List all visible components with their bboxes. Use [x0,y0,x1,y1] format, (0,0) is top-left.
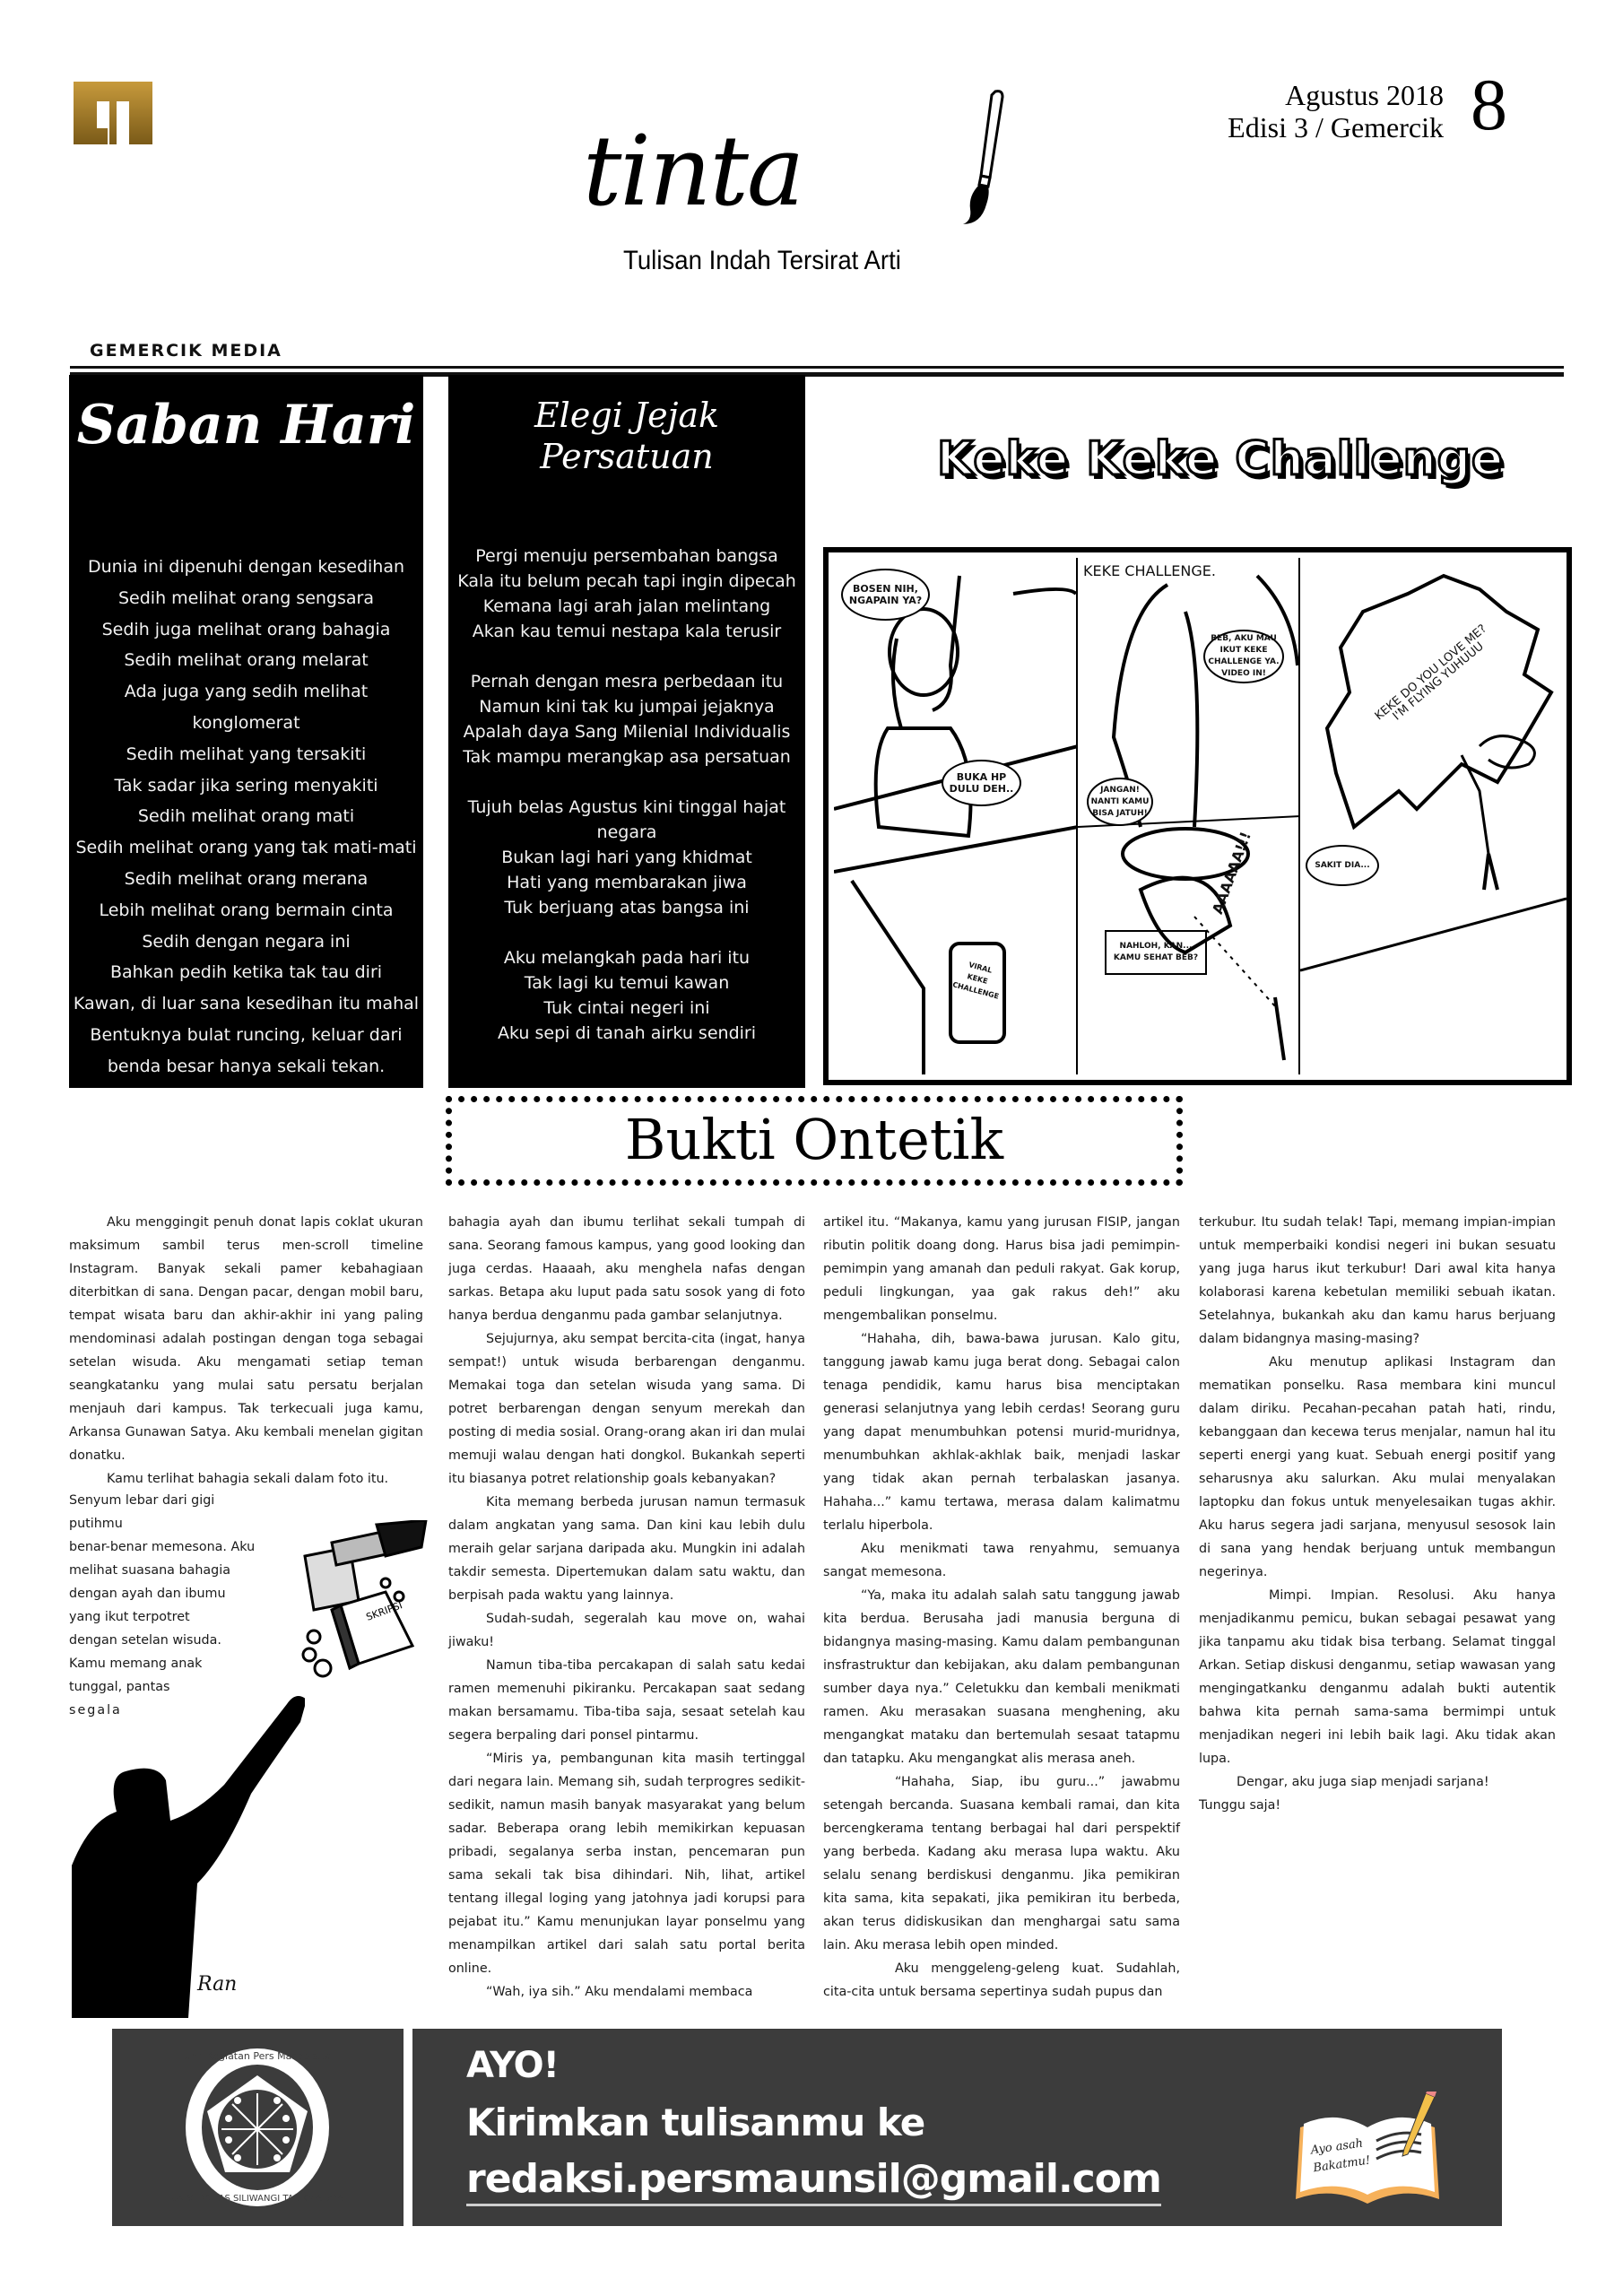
poem-body [448,544,805,1046]
article-title-frame [446,1096,1183,1186]
paragraph: Aku menggeleng-geleng kuat. Sudahlah, cita-cita untuk bersama sepertinya sudah pupus dan [823,1961,1180,1999]
speech-bubble: BEB, AKU MAU IKUT KEKE CHALLENGE YA. VIDEO IN! [1203,630,1284,683]
illustrator-signature: Ran [197,1973,238,1996]
comic-panel-2 [1078,558,1300,1074]
poem-line: Dunia ini dipenuhi dengan kesedihan [87,557,405,577]
ukpm-logo-panel [112,2029,404,2226]
poem-stanza [448,544,805,644]
comic-title: Keke Keke Challenge [937,432,1505,486]
comic-drawing-flying [1300,558,1567,1074]
poem-line: Pergi menuju persembahan bangsa [475,546,778,566]
poem-line: Bentuknya bulat runcing, keluar dari [90,1024,403,1045]
poem-line: Sedih melihat orang mati [137,806,355,827]
poem-line: Tuk berjuang atas bangsa ini [504,898,750,918]
poem-stanza [448,669,805,770]
section-label: GEMERCIK MEDIA [90,341,282,361]
paragraph: “Miris ya, pembangunan kita masih tertinggal dari negara lain. Memang sih, sudah terprogres sedikit-sedikit, namun masih banyak masyarakat yang belum sadar. Beberapa orang lebih memikirkan kepuasan pribadi, segalanya serba instan, pencemaran pun sama sekali tak bisa dihindari. Nih, lihat, artikel tentang illegal loging yang jatohnya jadi korupsi para pejabat itu.” Kamu menunjukan layar ponselmu yang menampilkan artikel dari salah satu portal berita online. [448,1752,805,1976]
poem-line: Bahkan pedih ketika tak tau diri [109,962,383,983]
comic-panel-1 [834,558,1078,1074]
ukpm-emblem-icon [112,2029,404,2226]
poem-line: Sedih melihat orang yang tak mati-mati [75,838,417,858]
svg-text:Unit Kegiatan Pers Mahasiswa: Unit Kegiatan Pers Mahasiswa [183,2050,332,2062]
article-column-4 [1199,1211,1556,1817]
poem-line: Tuk cintai negeri ini [543,998,710,1018]
poem-elegi-jejak-persatuan [448,375,805,1088]
comic-strip [823,547,1572,1085]
poem-line: Kawan, di luar sana kesedihan itu mahal [73,994,420,1014]
paragraph: “Hahaha, dih, bawa-bawa jurusan. Kalo gitu, tanggung jawab kamu juga berat dong. Sebagai calon tenaga pendidik, kamu harus bisa menciptakan generasi selanjutnya yang lebih cerdas! Seorang guru yang dapat menumbuhkan potensi murid-muridnya, menumbuhkan akhlak-akhlak baik, menjadi laskar yang tidak akan pernah terbalaskan jasanya. Hahaha...” kamu tertawa, merasa dalam kalimatmu terlalu hiperbola. [823,1332,1180,1533]
poem-line: Kala itu belum pecah tapi ingin dipecah [457,571,796,591]
comic-drawing-girl-bored [834,558,1078,1074]
paragraph: Aku menikmati tawa renyahmu, semuanya sangat memesona. [823,1542,1180,1579]
paragraph: Kita memang berbeda jurusan namun termasuk dalam angkatan yang sama. Dan kini kau lebih dulu meraih gelar sarjana daripada aku. Mungkin ini adalah takdir semesta. Dipertemukan dalam satu waktu, dan berpisah pada waktu yang lainnya. [448,1495,805,1603]
paragraph: Namun tiba-tiba percakapan di salah satu kedai ramen memenuhi pikiranku. Percakapan saat sedang makan bersamamu. Tiba-tiba saja, sesaat setelah kau segera berpaling dari ponsel pintarmu. [448,1658,805,1743]
text-line: melihat suasana bahagia [69,1563,230,1578]
paragraph: terkubur. Itu sudah telak! Tapi, memang impian-impian untuk memperbaiki kondisi negeri ini bukan sesuatu yang juga harus ikut terkubur! Dari awal kita hanya kolaborasi karena kebetulan memiliki sebuah ikatan. Setelahnya, bukankah aku dan kamu harus berjuang dalam bidangnya masing-masing? [1199,1215,1556,1346]
text-line: segala [69,1703,122,1718]
graduation-illustration [296,1520,430,1682]
paragraph: “Ya, maka itu adalah salah satu tanggung jawab kita berdua. Berusaha jadi manusia berguna di bidangnya masing-masing. Kamu dalam pembangunan insfrastruktur dan kebijakan, aku dalam pembangunan sumber daya nya.” Celetukku dan kembali menikmati ramen. Aku merasakan suasana menghening, aku mengangkat mataku dan bertemulah sesaat tatapmu dan tatapku. Aku mengangkat alis merasa aneh. [823,1588,1180,1766]
poem-line: Pernah dengan mesra perbedaan itu [470,672,784,691]
poem-line: Sedih juga melihat orang bahagia [101,619,391,639]
text-line: benar-benar memesona. Aku [69,1540,256,1554]
paragraph: “Wah, iya sih.” Aku mendalami membaca [486,1985,753,1999]
poem-line: Tak sadar jika sering menyakiti [114,775,378,796]
book-caption-line1: Ayo asah [1309,2136,1365,2158]
article-column-1 [69,1211,423,1491]
issue-date: Agustus 2018 [1285,79,1444,111]
poem-saban-hari [69,375,423,1088]
poem-line: benda besar hanya sekali tekan. [107,1056,386,1076]
publication-title: tinta [583,116,803,228]
speech-bubble: JANGAN! NANTI KAMU BISA JATUH! [1087,778,1153,826]
song-text: KEKE DO YOU LOVE ME? I'M FLYING YUHUUU [1372,622,1489,724]
poem-stanza [448,945,805,1046]
svg-text:UNIVERSITAS SILIWANGI TASIKMAL: UNIVERSITAS SILIWANGI TASIKMALAYA [171,2194,343,2204]
poem-title-line1: Elegi Jejak [534,396,720,435]
paragraph: Dengar, aku juga siap menjadi sarjana! [1237,1775,1489,1789]
poem-line: Sedih melihat orang merana [124,868,369,889]
svg-text:SKRIPSI: SKRIPSI [364,1599,404,1623]
poem-line: Tak lagi ku temui kawan [524,973,730,993]
sign-bubble: NAHLOH, KAN... KAMU SEHAT BEB? [1105,930,1207,975]
poem-title-line2: Persatuan [540,437,714,476]
text-line: Kamu memang anak [69,1657,203,1671]
paragraph: Sudah-sudah, segeralah kau move on, wahai jiwaku! [448,1612,805,1649]
paragraph: “Hahaha, Siap, ibu guru...” jawabmu setengah bercanda. Suasana kembali ramai, dan kita bercengkerama tentang berbagai hal dari perspektif yang berbeda. Kadang aku merasa lupa waktu. Aku selalu senang berdiskusi denganmu. Jika pemikiran kita sama, kita sepakati, jika pemikiran itu berbeda, akan terus didiskusikan dan menghargai satu sama lain. Aku merasa lebih open minded. [823,1775,1180,1952]
paragraph: bahagia ayah dan ibumu terlihat sekali tumpah di sana. Seorang famous kampus, yang good looking dan juga cerdas. Haaaah, aku menghela nafas dengan sarkas. Betapa aku luput pada satu sosok yang di foto hanya berdua denganmu pada gambar selanjutnya. [448,1215,805,1323]
paragraph: Aku menutup aplikasi Instagram dan mematikan ponselku. Rasa membara kini muncul dalam diriku. Pecahan-pecahan patah hati, rindu, kebanggaan dan kecewa terus menjalar, namun hal itu seperti energi yang kuat. Sebuah energi positif yang seharusnya aku salurkan. Aku mulai menyalakan laptopku dan fokus untuk menyelesaikan tugas akhir. Aku harus segera jadi sarjana, menyusul sesosok lain di sana yang hendak berjuang untuk membangun negerinya. [1199,1355,1556,1579]
poem-line: Ada juga yang sedih melihat konglomerat [124,682,369,733]
text-line: Senyum lebar dari gigi putihmu [69,1493,215,1531]
poem-line: Sedih melihat yang tersakiti [126,744,367,764]
article-column-2 [448,1211,805,2004]
poem-line: Akan kau temui nestapa kala terusir [472,622,782,641]
paintbrush-icon [950,88,1013,231]
thought-bubble: BUKA HP DULU DEH.. [942,760,1021,806]
poem-line: Sedih melihat orang melarat [124,650,369,671]
panel-caption: KEKE CHALLENGE. [1083,562,1216,579]
phone-screen-text: VIRAL KEKE CHALLENGE [951,961,1000,1001]
poem-line: Tak mampu merangkap asa persatuan [463,747,791,767]
paragraph: artikel itu. “Makanya, kamu yang jurusan FISIP, jangan ributin politik doang dong. Harus bisa jadi pemimpin-pemimpin yang amanah dan peduli rakyat. Gak korup, peduli lingkungan, yaa gak rakus deh!” aku mengembalikan ponselmu. [823,1215,1180,1323]
text-line: dengan setelan wisuda. [69,1633,221,1648]
issue-info [1228,79,1444,144]
poem-line: Sedih dengan negara ini [142,931,351,952]
paragraph: Aku menggingit penuh donat lapis coklat ukuran maksimum sambil terus men-scroll timeline Instagram. Banyak sekali pamer kebahagiaan diterbitkan di sana. Dengan pacar, dengan mobil baru, tempat wisata baru dan akhir-akhir ini yang paling mendominasi adalah postingan dengan toga sebagai setelan wisuda. Aku mengamati setiap teman seangkatanku yang mulai satu persatu berjalan menjauh dari kampus. Tak terkecuali juga kamu, Arkansa Gunawan Satya. Aku kembali menelan gigitan donatku. [69,1215,423,1463]
submission-email-link[interactable]: redaksi.persmaunsil@gmail.com [466,2156,1161,2206]
poem-title [448,395,805,477]
article-title: Bukti Ontetik [624,1107,1004,1172]
paragraph: Tunggu saja! [1199,1798,1281,1813]
comic-panel-3 [1300,558,1567,1074]
text-line: yang ikut terpotret [69,1610,190,1624]
poem-body [69,552,423,1083]
poem-stanza [448,795,805,920]
poem-line: Namun kini tak ku jumpai jejaknya [479,697,775,717]
banner-subheadline: Kirimkan tulisanmu ke [466,2100,925,2144]
poem-line: Apalah daya Sang Milenial Individualis [463,722,791,742]
thought-bubble: SAKIT DIA... [1306,845,1379,886]
book-caption-line2: Bakatmu! [1312,2153,1372,2176]
paragraph: Mimpi. Impian. Resolusi. Aku hanya menjadikanmu pemicu, bukan sebagai pesawat yang jika tanpamu aku tidak bisa terbang. Selamat tinggal Arkan. Setiap diskusi denganmu, setiap wawasan yang mengingatkanku denganmu adalah bukti autentik bahwa kita pernah sama-sama bermimpi untuk menjadikan negeri ini lebih baik lagi. Aku tidak akan lupa. [1199,1588,1556,1766]
tagline: Tulisan Indah Tersirat Arti [623,246,901,275]
page-number: 8 [1471,64,1507,145]
poem-line: Sedih melihat orang sengsara [117,587,374,608]
poem-line: Bukan lagi hari yang khidmat [501,848,752,867]
issue-edition: Edisi 3 / Gemercik [1228,111,1444,144]
gemercik-logo-icon [74,82,152,144]
banner-headline: AYO! [466,2045,559,2086]
text-line: tunggal, pantas [69,1680,170,1694]
paragraph: Kamu terlihat bahagia sekali dalam foto itu. [107,1472,389,1486]
article-column-3 [823,1211,1180,2004]
poem-line: Hati yang membarakan jiwa [507,873,747,892]
submission-banner [412,2029,1502,2226]
silhouette-reaching-illustration [72,1686,305,2018]
poem-line: Tujuh belas Agustus kini tinggal hajat negara [467,797,786,842]
poem-line: Kemana lagi arah jalan melintang [482,596,771,616]
scream-text: AAAAAA!!! [1209,829,1254,917]
poem-title: Saban Hari [76,394,416,457]
paragraph: Sejujurnya, aku sempat bercita-cita (ingat, hanya sempat!) untuk wisuda berbarengan denganmu. Memakai toga dan setelan wisuda yang sama. Di potret berbarengan dengan senyum merekah dan posting di media sosial. Orang-orang akan iri dan mulai memuji walau dengan hati dongkol. Bukankah seperti itu biasanya potret relationship goals kebanyakan? [448,1332,805,1486]
text-line: dengan ayah dan ibumu [69,1587,226,1601]
poem-line: Aku melangkah pada hari itu [503,948,751,968]
thought-bubble: BOSEN NIH, NGAPAIN YA? [841,569,930,621]
poem-line: Aku sepi di tanah airku sendiri [498,1023,756,1043]
poem-line: Lebih melihat orang bermain cinta [99,900,394,920]
